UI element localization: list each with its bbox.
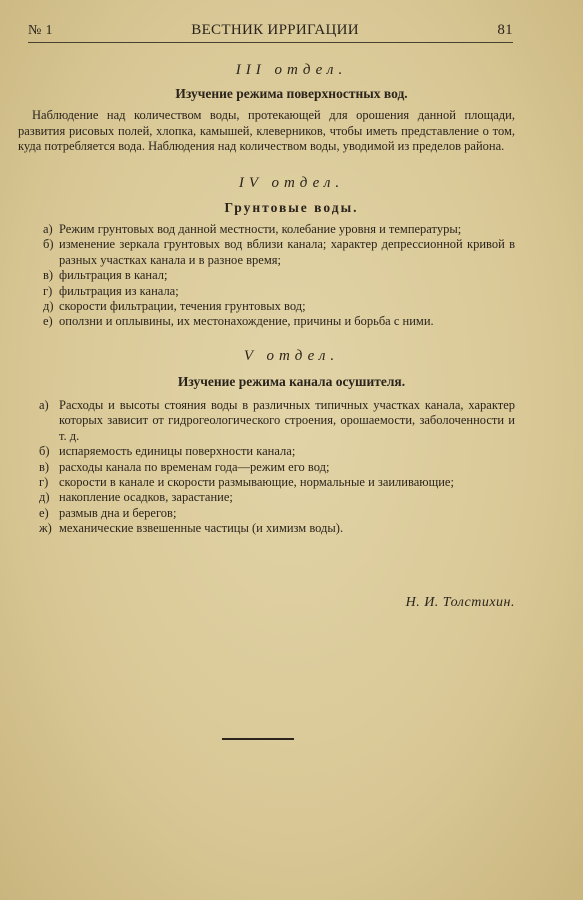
list-item [45, 268, 515, 283]
list-item [39, 475, 515, 490]
list-marker: б) [43, 237, 54, 252]
page-header [28, 22, 513, 43]
list-item [39, 505, 515, 521]
list-item-text: скорости в канале и скорости размывающие, нормальные и заиливающие; [59, 475, 454, 490]
list-marker: г) [39, 475, 49, 490]
author-signature: Н. И. Толстихин. [405, 595, 515, 610]
list-item [45, 314, 515, 329]
list-marker: а) [39, 398, 49, 412]
section-4-heading: Грунтовые воды. [224, 200, 359, 215]
list-item-text: расходы канала по временам года—режим его вод; [59, 459, 330, 474]
section-3-text: Наблюдение над количеством воды, протекающей для орошения данной площади, развития рисовых полей, хлопка, камышей, клеверников, чтобы иметь представление о том, куда потребляется вода. Наблюдения над количеством воды, уводимой из пределов района. [18, 108, 515, 153]
section-4-list [45, 222, 515, 330]
list-marker: в) [39, 459, 50, 474]
section-5-list [39, 398, 515, 537]
list-marker: в) [43, 268, 54, 283]
section-5-heading: Изучение режима канала осушителя. [177, 374, 406, 389]
list-marker: д) [39, 490, 50, 505]
list-item-text: механические взвешенные частицы (и химизм воды). [59, 521, 344, 536]
list-marker: а) [43, 222, 53, 236]
list-item-text: фильтрация из канала; [59, 283, 179, 298]
list-item-text: накопление осадков, зарастание; [59, 490, 233, 505]
journal-title: ВЕСТНИК ИРРИГАЦИИ [191, 22, 359, 38]
list-marker: б) [39, 444, 50, 459]
list-item-text: Расходы и высоты стояния воды в различных типичных участках канала, характер которых зависит от гидрогеологического строения, орошаемости, заболоченности и т. д. [59, 398, 515, 443]
section-4-title: IV отдел. [238, 175, 345, 191]
issue-number: № 1 [28, 23, 53, 38]
list-item [39, 490, 515, 505]
section-5-title: V отдел. [243, 348, 340, 364]
list-marker: г) [43, 283, 53, 298]
list-item [45, 299, 515, 314]
list-item-text: Режим грунтовых вод данной местности, колебание уровня и температуры; [59, 222, 462, 236]
list-marker: е) [43, 314, 53, 329]
list-marker: е) [39, 505, 49, 520]
section-3-title: III отдел. [235, 62, 348, 78]
list-item-text: размыв дна и берегов; [59, 505, 177, 520]
list-item [45, 237, 515, 268]
list-marker: д) [43, 299, 54, 314]
list-item [45, 222, 515, 237]
list-item-text: фильтрация в канал; [59, 268, 168, 283]
end-rule [222, 738, 294, 740]
list-item [45, 284, 515, 299]
list-item [39, 398, 515, 444]
list-marker: ж) [39, 521, 52, 536]
list-item-text: скорости фильтрации, течения грунтовых вод; [59, 299, 306, 314]
list-item [39, 444, 515, 459]
section-3-paragraph [18, 108, 515, 155]
list-item-text: изменение зеркала грунтовых вод вблизи канала; характер депрессионной кривой в разных участках канала и в разное время; [59, 237, 515, 267]
list-item [39, 459, 515, 475]
list-item-text: испаряемость единицы поверхности канала; [59, 444, 296, 459]
section-3-heading: Изучение режима поверхностных вод. [175, 86, 408, 101]
page-number: 81 [497, 22, 513, 38]
list-item-text: оползни и оплывины, их местонахождение, причины и борьба с ними. [59, 314, 434, 329]
list-item [39, 521, 515, 536]
